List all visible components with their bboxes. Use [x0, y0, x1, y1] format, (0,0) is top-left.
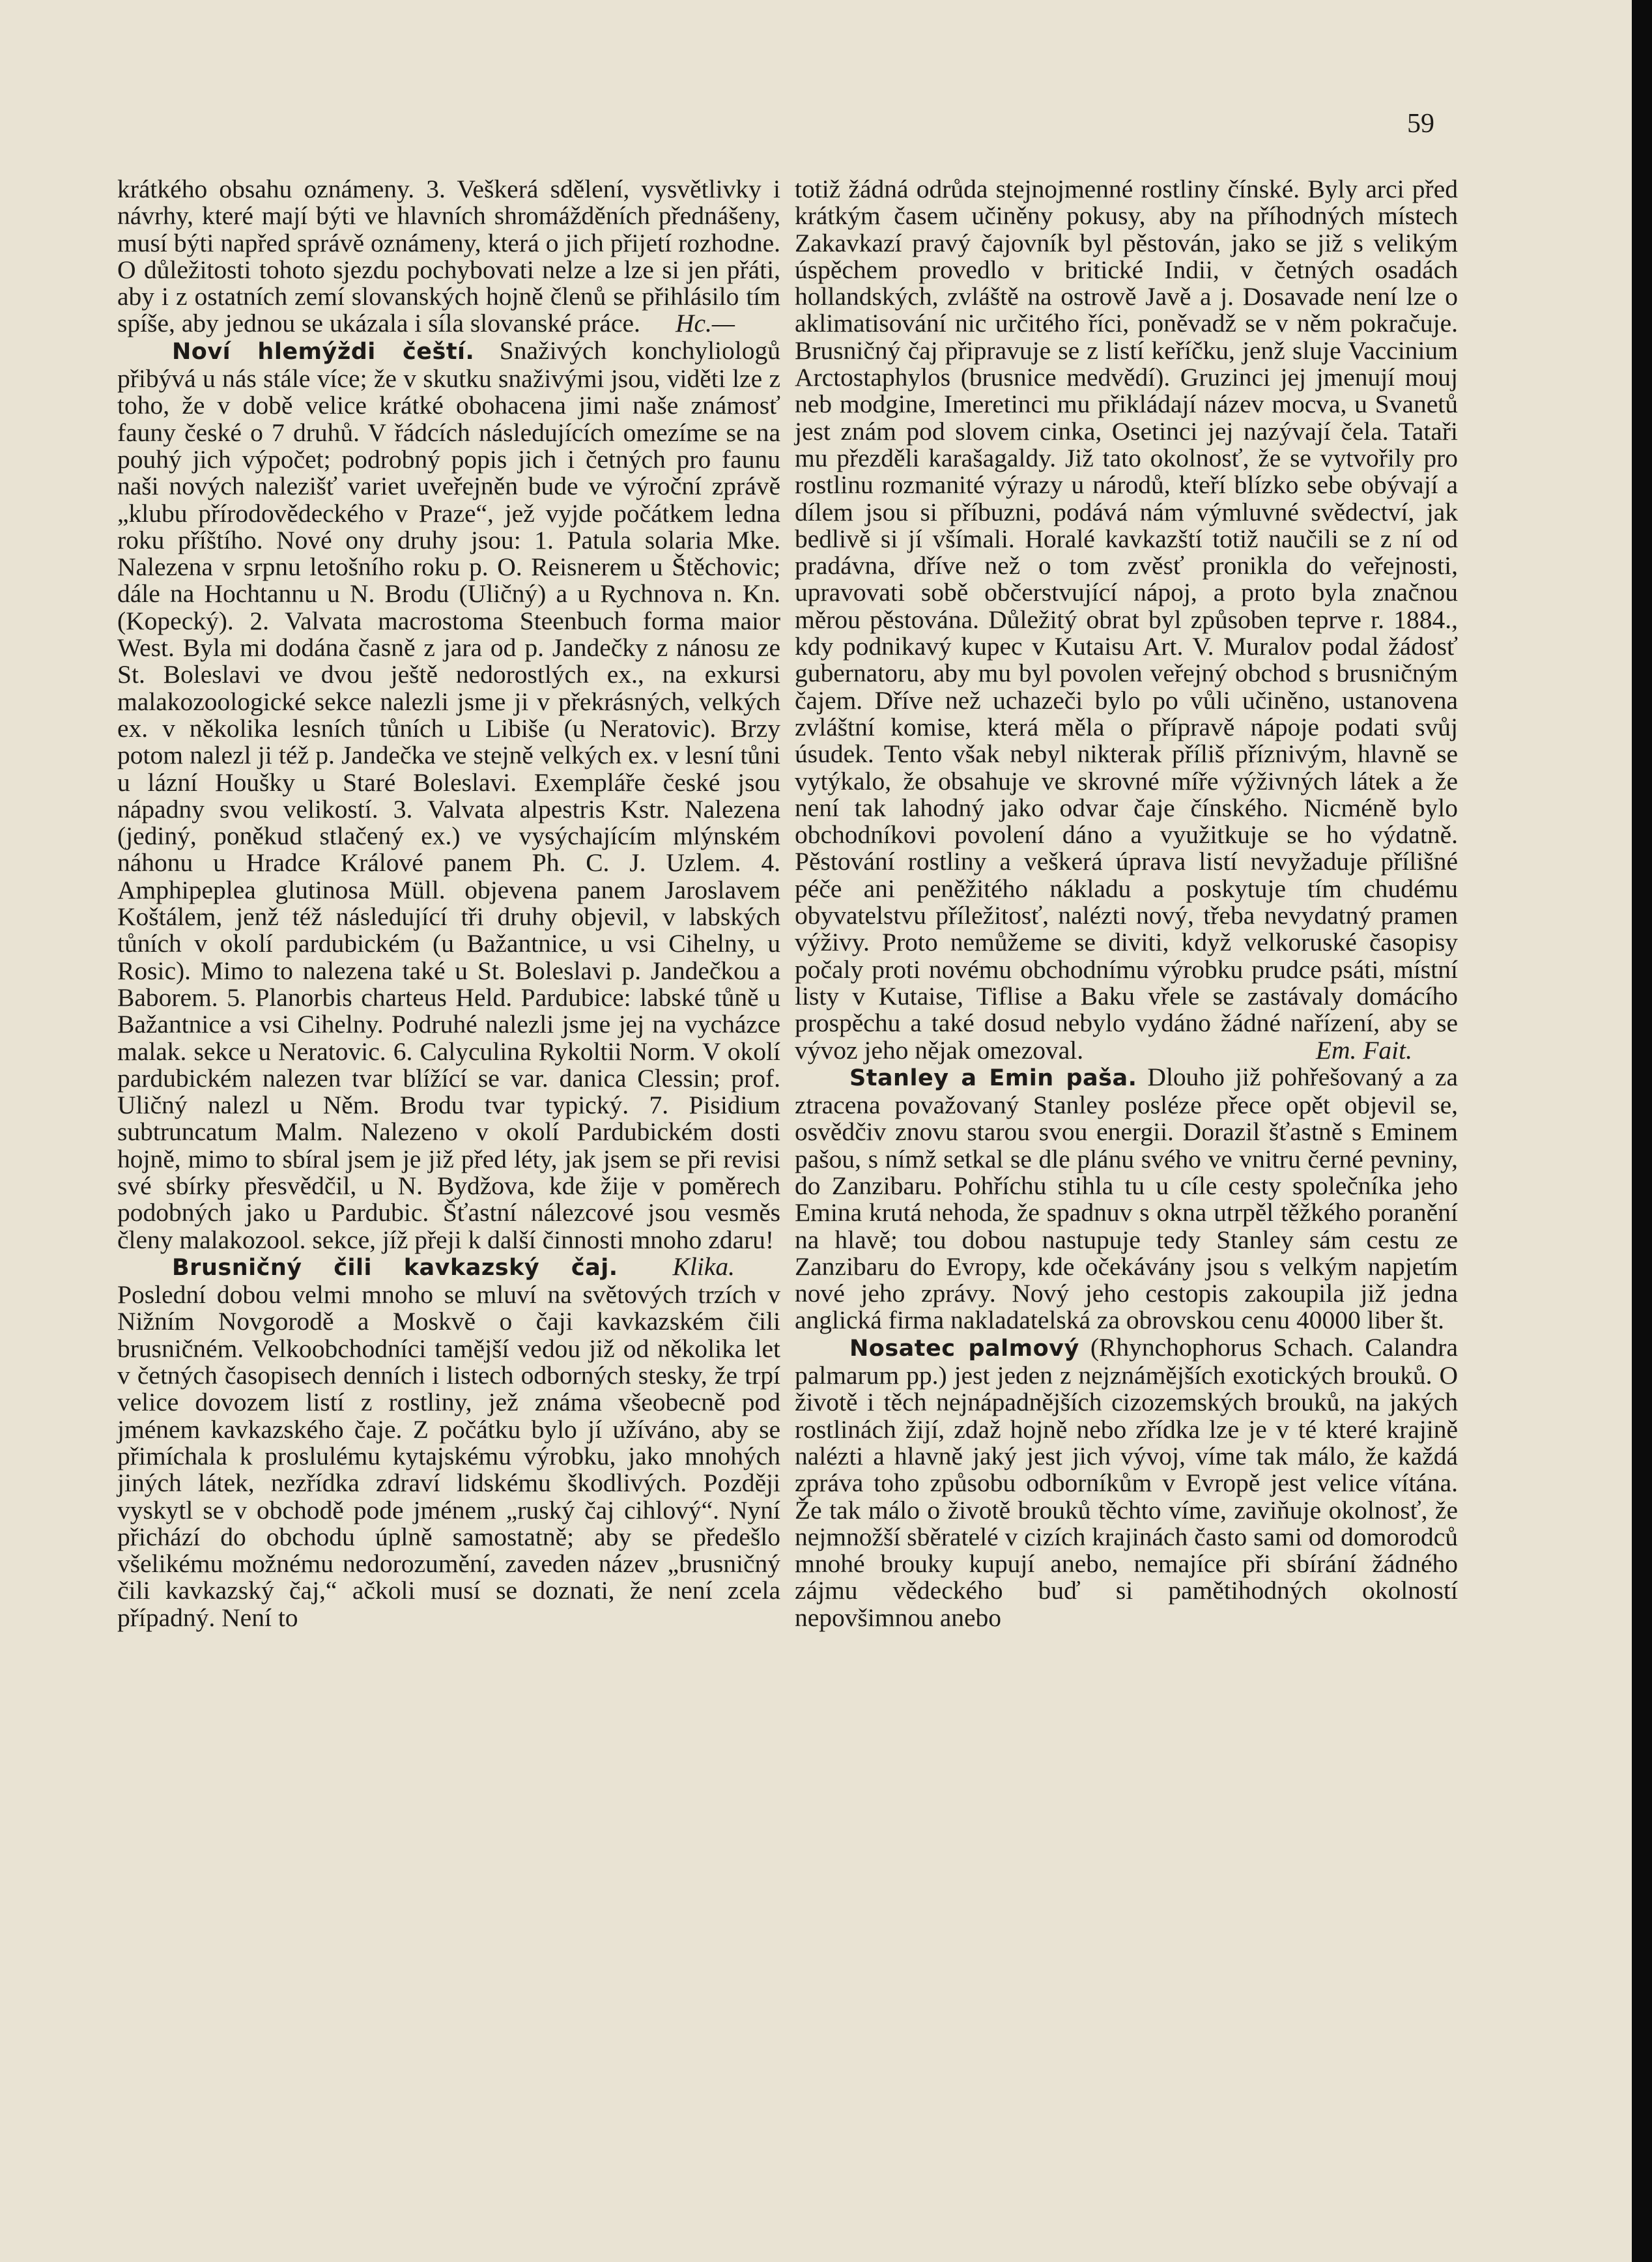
article-text: Snaživých konchyliologů přibývá u nás stále více; že v skutku snaživými jsou, viděti lze z toho, že v době velice krátké obohacena jimi naše známosť fauny české o 7 druhů. V řádcích následujících omezíme se na pouhý jich výpočet; podrobný popis jich i četných pro faunu naši nových nalezišť variet uveřejněn bude ve výroční zprávě „klubu přírodovědeckého v Praze“, jež vyjde počátkem ledna roku příštího. Nové ony druhy jsou: 1. Patula solaria Mke. Nalezena v srpnu letošního roku p. O. Reisnerem u Štěchovic; dále na Hochtannu u N. Brodu (Uličný) a u Rychnova n. Kn. (Kopecký). 2. Valvata macrostoma Steenbuch forma maior West. Byla mi dodána časně z jara od p. Jandečky z nánosu ze St. Boleslavi ve dvou ještě nedorostlých ex., na exkursi malakozoologické sekce nalezli jsme ji v překrásných, velkých ex. v několika lesních tůních u Libiše (u Neratovic). Brzy potom nalezl ji též p. Jandečka ve stejně velkých ex. v lesní tůni u lázní Houšky u Staré Boleslavi. Exempláře české jsou nápadny svou velikostí. 3. Valvata alpestris Kstr. Nalezena (jediný, poněkud stlačený ex.) ve vysýchajícím mlýnském náhonu u Hradce Králové panem Ph. C. J. Uzlem. 4. Amphipeplea glutinosa Müll. objevena panem Jaroslavem Koštálem, jenž též následující tři druhy objevil, v labských tůních v okolí pardubickém (u Bažantnice, u vsi Cihelny, u Rosic). Mimo to nalezena také u St. Boleslavi p. Jandečkou a Baborem. 5. Planorbis charteus Held. Pardubice: labské tůně u Bažantnice a vsi Cihelny. Podruhé nalezli jsme jej na vycházce malak. sekce u Neratovic. 6. Calyculina Rykoltii Norm. V okolí pardubickém nalezen tvar blížící se var. danica Clessin; prof. Uličný nalezl u Něm. Brodu tvar typický. 7. Pisidium subtruncatum Malm. Nalezeno v okolí Pardubickém dosti hojně, mimo to sbíral jsem je již před léty, jak jsem se při revisi své sbírky přesvědčil, u N. Bydžova, kde žije v poměrech podobných jako u Pardubic. Šťastní nálezcové jsou vesměs členy malakozool. sekce, jíž přeji k další činnosti mnoho zdaru! — [117, 336, 780, 1254]
page-number: 59 — [1407, 109, 1434, 139]
author-signature: Klika. — [672, 1252, 735, 1281]
article-heading: Stanley a Emin paša. — [849, 1065, 1137, 1091]
author-signature: Em. Fait. — [1315, 1035, 1412, 1065]
article-text: Poslední dobou velmi mnoho se mluví na světových trzích v Nižním Novgorodě a Moskvě o čaji kavkazském čili brusničném. Velkoobchodníci tamější vedou již od několika let v četných časopisech denních i listech odborných stesky, že trpí velice dovozem listí z rostliny, jež známa všeobecně pod jménem kavkazského čaje. Z počátku bylo jí užíváno, aby se přimíchala k proslulému kytajskému výrobku, jako mnohých jiných látek, nezřídka zdraví lidskému škodlivých. Později vyskytl se v obchodě pode jménem „ruský čaj cihlový“. Nyní přichází do obchodu úplně samostatně; aby se předešlo všelikému možnému nedorozumění, zaveden název „brusničný čili kavkazský čaj,“ ačkoli musí se doznati, že není zcela případný. Není to — [117, 1280, 780, 1632]
article-text: (Rhynchophorus Schach. Calandra palmarum pp.) jest jeden z nejznámějších exotických brouků. O životě i těch nejnápadnějších cizozemských brouků, na jakých rostlinách žijí, zdaž hojně nebo zřídka lze je v té které krajině nalézti a hlavně jaký jest jich vývoj, víme tak málo, že každá zpráva toho způsobu odborníkům v Evropě jest velice vítána. Že tak málo o životě brouků těchto víme, zaviňuje okolnosť, že nejmnožší sběratelé v cizích krajinách často sami od domorodců mnohé brouky kupují anebo, nemajíce při sbírání žádného zájmu vědeckého buď si pamětihodných okolností nepovšimnou anebo — [795, 1332, 1458, 1632]
article-text: totiž žádná odrůda stejnojmenné rostliny čínské. Byly arci před krátkým časem učiněny pokusy, aby na příhodných místech Zakavkazí pravý čajovník byl pěstován, jako se již s velikým úspěchem provedlo v britické Indii, v četných osadách hollandských, zvláště na ostrově Javě a j. Dosavade není lze o aklimatisování nic určitého říci, poněvadž se v něm pokračuje. Brusničný čaj připravuje se z listí keříčku, jenž sluje Vaccinium Arctostaphylos (brusnice medvědí). Gruzinci jej jmenují mouj neb modgine, Imeretinci mu přikládají název mocva, u Svanetů jest znám pod slovem cinka, Osetinci jej nazývají čela. Tataři mu přezděli karašagaldy. Již tato okolnosť, že se vytvořily pro rostlinu rozmanité výrazy u národů, kteří blízko sebe obývají a dílem jsou si příbuzni, podává nám výmluvné svědectví, jak bedlivě si jí všímali. Horalé kavkazští totiž naučili se z ní od pradávna, dříve než o tom zvěsť pronikla do veřejnosti, upravovati sobě občerstvující nápoj, a proto byla značnou měrou pěstována. Důležitý obrat byl způsoben teprve r. 1884., kdy podnikavý kupec v Kutaisu Art. V. Muralov podal žádosť gubernatoru, aby mu byl povolen veřejný obchod s brusničným čajem. Dříve než uchazeči bylo po vůli učiněno, ustanovena zvláštní komise, která měla o přípravě nápoje podati svůj úsudek. Tento však nebyl nikterak příliš příznivým, hlavně se vytýkalo, že obsahuje ve skrovné míře výživných látek a že není tak lahodný jako odvar čaje čínského. Nicméně bylo obchodníkovi povolení dáno a využitkuje se ho výdatně. Pěstování rostliny a veškerá úprava listí nevyžaduje přílišné péče ani peněžitého nákladu a poskytuje tím chudému obyvatelstvu příležitosť, nalézti nový, třeba nevydatný pramen výživy. Proto nemůžeme se diviti, když velkoruské časopisy počaly proti novému obchodnímu výrobku prudce psáti, místní listy v Kutaise, Tiflise a Baku vřele se zastávaly domácího prospěchu a také dosud nebylo vydáno žádné nařízení, aby se vývoz jeho nějak omezoval. — [795, 175, 1458, 1065]
article-heading: Noví hlemýždi čeští. — [172, 338, 475, 365]
author-signature: Hc.— — [675, 309, 735, 338]
article-heading: Nosatec palmový — [849, 1335, 1079, 1362]
article-heading: Brusničný čili kavkazský čaj. — [172, 1254, 618, 1281]
scan-edge — [1632, 0, 1652, 2262]
right-column — [795, 176, 1458, 1631]
article-caucasian-tea — [117, 1253, 780, 1631]
left-column — [117, 176, 780, 1631]
article-palm-weevil — [795, 1334, 1458, 1631]
article-caucasian-tea-continued — [795, 176, 1458, 1064]
article-stanley-emin — [795, 1064, 1458, 1334]
paragraph-text: krátkého obsahu oznámeny. 3. Veškerá sdělení, vysvětlivky i návrhy, které mají býti ve hlavních shromážděních přednášeny, musí býti napřed správě oznámeny, která o jich přijetí rozhodne. O důležitosti tohoto sjezdu pochybovati nelze a lze si jen přáti, aby i z ostatních zemí slovanských hojně členů se přihlásilo tím spíše, aby jednou se ukázala i síla slovanské práce. — [117, 175, 780, 338]
article-text: Dlouho již pohřešovaný a za ztracena považovaný Stanley posléze přece opět objevil se, osvědčiv znovu starou svou energii. Dorazil šťastně s Eminem pašou, s nímž setkal se dle plánu svého ve vnitru černé pevniny, do Zanzibaru. Pohříchu stihla tu u cíle cesty společníka jeho Emina krutá nehoda, že spadnuv s okna utrpěl těžkého poranění na hlavě; tou dobou nastupuje tedy Stanley sám cestu ze Zanzibaru do Evropy, kde očekávány jsou s velkým napjetím nové jeho zprávy. Nový jeho cestopis zakoupila již jedna anglická firma nakladatelská za obrovskou cenu 40000 liber št. — [795, 1062, 1458, 1335]
paragraph-congress-end — [117, 176, 780, 337]
